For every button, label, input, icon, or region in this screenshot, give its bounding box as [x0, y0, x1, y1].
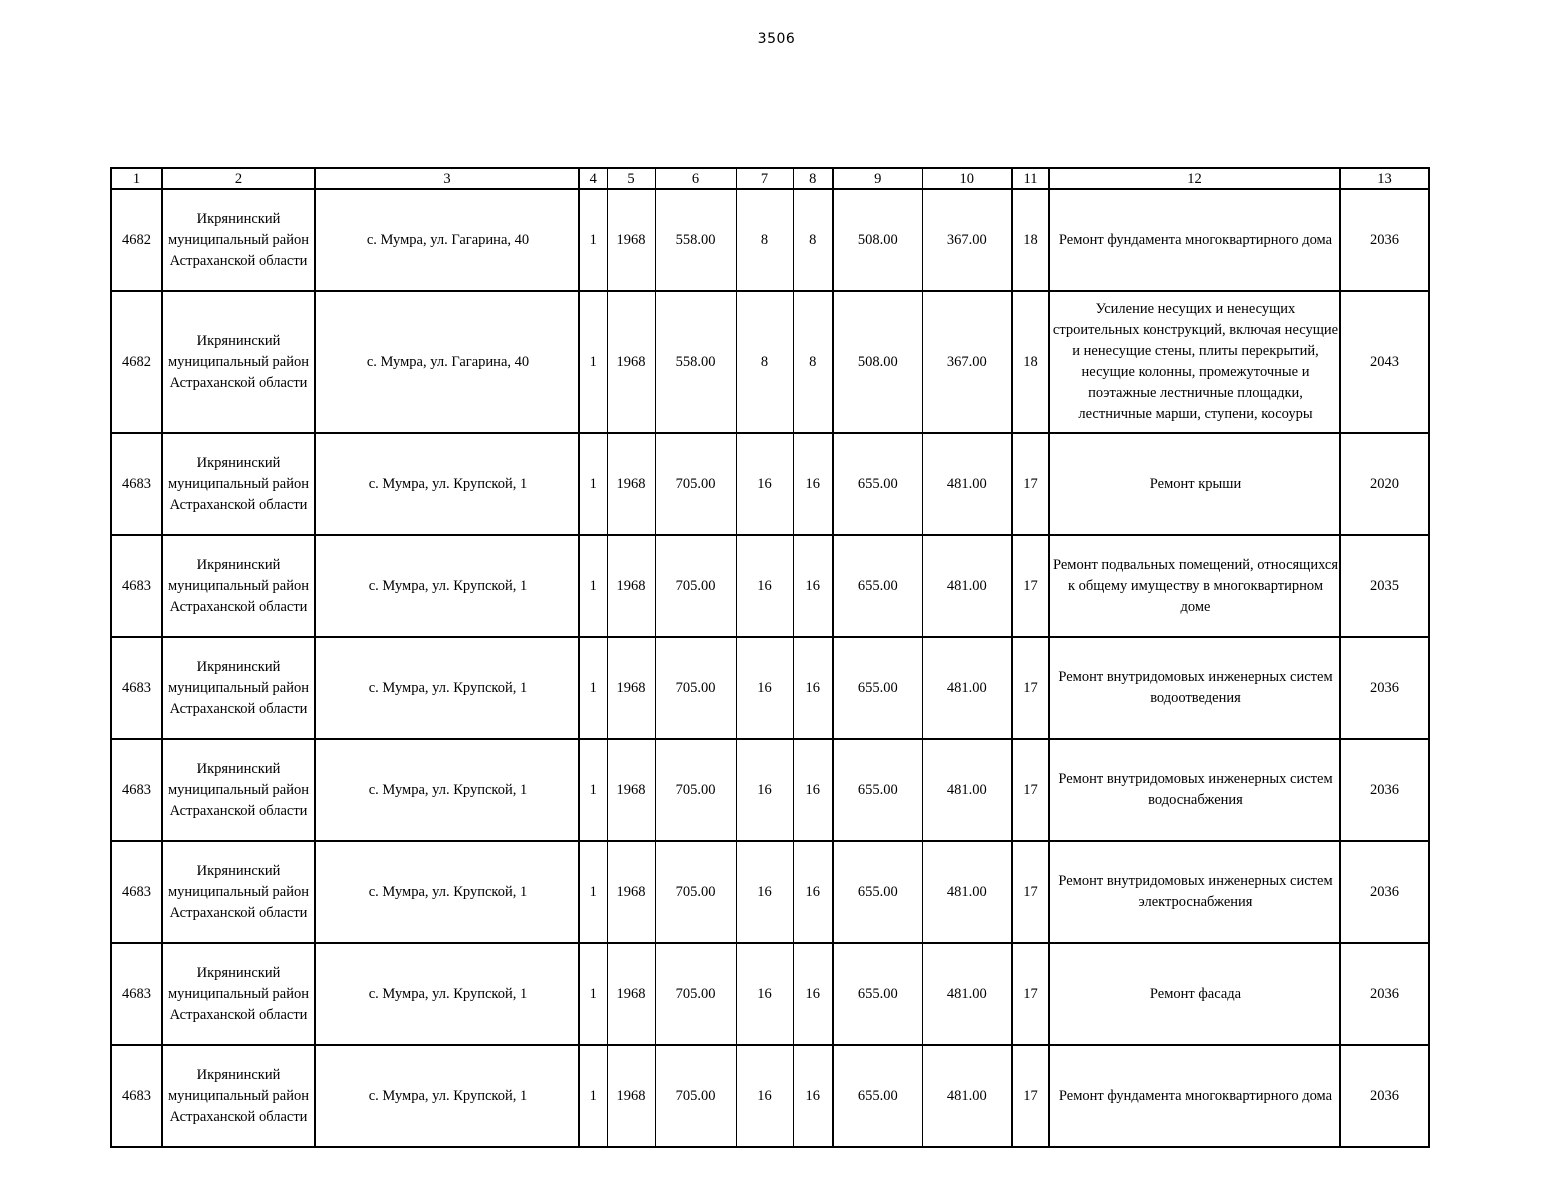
cell-col11: 17 — [1012, 739, 1049, 841]
cell-col8: 8 — [793, 291, 833, 433]
cell-col11: 17 — [1012, 943, 1049, 1045]
cell-col7: 16 — [736, 1045, 793, 1147]
district-cell: Икрянинский муниципальный район Астраханской области — [162, 637, 315, 739]
column-header: 9 — [833, 168, 922, 189]
cell-col9: 508.00 — [833, 291, 922, 433]
table-row — [111, 637, 1429, 739]
column-header: 11 — [1012, 168, 1049, 189]
plan-year-cell: 2035 — [1340, 535, 1429, 637]
cell-col4: 1 — [579, 535, 607, 637]
cell-col8: 16 — [793, 1045, 833, 1147]
cell-col10: 481.00 — [922, 841, 1012, 943]
row-id: 4683 — [111, 637, 162, 739]
page-number: 3506 — [757, 31, 796, 47]
column-header: 7 — [736, 168, 793, 189]
table-row — [111, 291, 1429, 433]
cell-col10: 367.00 — [922, 189, 1012, 291]
cell-col11: 17 — [1012, 433, 1049, 535]
cell-col8: 16 — [793, 943, 833, 1045]
cell-col7: 16 — [736, 739, 793, 841]
district-cell: Икрянинский муниципальный район Астраханской области — [162, 535, 315, 637]
row-id: 4683 — [111, 841, 162, 943]
cell-col9: 655.00 — [833, 535, 922, 637]
table-row — [111, 739, 1429, 841]
plan-year-cell: 2036 — [1340, 637, 1429, 739]
cell-col10: 481.00 — [922, 433, 1012, 535]
address-cell: с. Мумра, ул. Гагарина, 40 — [315, 189, 579, 291]
row-id: 4683 — [111, 1045, 162, 1147]
year-cell: 1968 — [607, 535, 655, 637]
column-header: 12 — [1049, 168, 1340, 189]
year-cell: 1968 — [607, 433, 655, 535]
district-cell: Икрянинский муниципальный район Астраханской области — [162, 943, 315, 1045]
cell-col6: 705.00 — [655, 637, 736, 739]
address-cell: с. Мумра, ул. Крупской, 1 — [315, 841, 579, 943]
cell-col11: 17 — [1012, 535, 1049, 637]
cell-col6: 705.00 — [655, 739, 736, 841]
cell-col10: 481.00 — [922, 535, 1012, 637]
district-cell: Икрянинский муниципальный район Астраханской области — [162, 739, 315, 841]
table-row — [111, 433, 1429, 535]
district-cell: Икрянинский муниципальный район Астраханской области — [162, 189, 315, 291]
plan-year-cell: 2036 — [1340, 841, 1429, 943]
cell-col9: 655.00 — [833, 841, 922, 943]
plan-year-cell: 2036 — [1340, 943, 1429, 1045]
cell-col8: 8 — [793, 189, 833, 291]
cell-col10: 481.00 — [922, 739, 1012, 841]
column-header: 3 — [315, 168, 579, 189]
cell-col4: 1 — [579, 943, 607, 1045]
cell-col7: 16 — [736, 535, 793, 637]
cell-col8: 16 — [793, 433, 833, 535]
cell-col7: 16 — [736, 841, 793, 943]
cell-col4: 1 — [579, 433, 607, 535]
year-cell: 1968 — [607, 291, 655, 433]
work-type-text: Усиление несущих и ненесущих строительных конструкций, включая несущие и ненесущие стены, плиты перекрытий, несущие колонны, промежуточные и поэтажные лестничные площадки, лестничные марши, ступени, косоуры — [1052, 301, 1339, 422]
cell-col4: 1 — [579, 841, 607, 943]
table-row — [111, 943, 1429, 1045]
column-header: 4 — [579, 168, 607, 189]
cell-col7: 16 — [736, 943, 793, 1045]
address-cell: с. Мумра, ул. Крупской, 1 — [315, 637, 579, 739]
cell-col7: 8 — [736, 291, 793, 433]
address-cell: с. Мумра, ул. Гагарина, 40 — [315, 291, 579, 433]
address-cell: с. Мумра, ул. Крупской, 1 — [315, 535, 579, 637]
year-cell: 1968 — [607, 841, 655, 943]
row-id: 4683 — [111, 433, 162, 535]
cell-col11: 17 — [1012, 841, 1049, 943]
district-cell: Икрянинский муниципальный район Астраханской области — [162, 841, 315, 943]
work-type-cell: Ремонт внутридомовых инженерных систем водоснабжения — [1049, 739, 1340, 841]
district-cell: Икрянинский муниципальный район Астраханской области — [162, 1045, 315, 1147]
cell-col6: 705.00 — [655, 535, 736, 637]
row-id: 4682 — [111, 189, 162, 291]
row-id: 4683 — [111, 943, 162, 1045]
plan-year-cell: 2036 — [1340, 189, 1429, 291]
district-cell: Икрянинский муниципальный район Астраханской области — [162, 291, 315, 433]
cell-col10: 481.00 — [922, 943, 1012, 1045]
work-type-cell: Ремонт подвальных помещений, относящихся к общему имуществу в многоквартирном доме — [1049, 535, 1340, 637]
column-header: 13 — [1340, 168, 1429, 189]
year-cell: 1968 — [607, 189, 655, 291]
cell-col9: 655.00 — [833, 433, 922, 535]
cell-col4: 1 — [579, 739, 607, 841]
work-type-cell: Ремонт внутридомовых инженерных систем водоотведения — [1049, 637, 1340, 739]
cell-col7: 8 — [736, 189, 793, 291]
address-cell: с. Мумра, ул. Крупской, 1 — [315, 433, 579, 535]
cell-col9: 655.00 — [833, 1045, 922, 1147]
cell-col4: 1 — [579, 637, 607, 739]
row-id: 4682 — [111, 291, 162, 433]
column-header: 5 — [607, 168, 655, 189]
address-cell: с. Мумра, ул. Крупской, 1 — [315, 1045, 579, 1147]
cell-col4: 1 — [579, 1045, 607, 1147]
row-id: 4683 — [111, 739, 162, 841]
district-cell: Икрянинский муниципальный район Астраханской области — [162, 433, 315, 535]
plan-year-cell: 2020 — [1340, 433, 1429, 535]
plan-year-cell: 2036 — [1340, 1045, 1429, 1147]
table-row — [111, 189, 1429, 291]
cell-col10: 481.00 — [922, 1045, 1012, 1147]
column-header: 10 — [922, 168, 1012, 189]
table-row — [111, 841, 1429, 943]
work-type-cell: Ремонт фундамента многоквартирного дома — [1049, 1045, 1340, 1147]
cell-col6: 705.00 — [655, 1045, 736, 1147]
cell-col6: 558.00 — [655, 291, 736, 433]
cell-col6: 705.00 — [655, 841, 736, 943]
plan-year-cell: 2043 — [1340, 291, 1429, 433]
cell-col9: 655.00 — [833, 637, 922, 739]
cell-col9: 655.00 — [833, 943, 922, 1045]
cell-col4: 1 — [579, 291, 607, 433]
work-type-cell — [1049, 291, 1340, 433]
cell-col9: 508.00 — [833, 189, 922, 291]
cell-col7: 16 — [736, 637, 793, 739]
cell-col11: 17 — [1012, 637, 1049, 739]
column-header: 8 — [793, 168, 833, 189]
table-row — [111, 535, 1429, 637]
cell-col10: 367.00 — [922, 291, 1012, 433]
year-cell: 1968 — [607, 739, 655, 841]
work-type-cell: Ремонт фундамента многоквартирного дома — [1049, 189, 1340, 291]
column-header: 2 — [162, 168, 315, 189]
cell-col6: 705.00 — [655, 433, 736, 535]
cell-col8: 16 — [793, 637, 833, 739]
cell-col9: 655.00 — [833, 739, 922, 841]
year-cell: 1968 — [607, 943, 655, 1045]
plan-year-cell: 2036 — [1340, 739, 1429, 841]
work-type-cell: Ремонт крыши — [1049, 433, 1340, 535]
header-row — [111, 168, 1429, 189]
cell-col10: 481.00 — [922, 637, 1012, 739]
cell-col7: 16 — [736, 433, 793, 535]
cell-col8: 16 — [793, 535, 833, 637]
capital-repair-table — [110, 167, 1430, 1148]
cell-col6: 558.00 — [655, 189, 736, 291]
table-row — [111, 1045, 1429, 1147]
year-cell: 1968 — [607, 637, 655, 739]
cell-col11: 18 — [1012, 291, 1049, 433]
address-cell: с. Мумра, ул. Крупской, 1 — [315, 943, 579, 1045]
cell-col6: 705.00 — [655, 943, 736, 1045]
cell-col8: 16 — [793, 841, 833, 943]
cell-col4: 1 — [579, 189, 607, 291]
cell-col11: 17 — [1012, 1045, 1049, 1147]
work-type-cell: Ремонт фасада — [1049, 943, 1340, 1045]
work-type-cell: Ремонт внутридомовых инженерных систем электроснабжения — [1049, 841, 1340, 943]
cell-col8: 16 — [793, 739, 833, 841]
row-id: 4683 — [111, 535, 162, 637]
year-cell: 1968 — [607, 1045, 655, 1147]
address-cell: с. Мумра, ул. Крупской, 1 — [315, 739, 579, 841]
column-header: 1 — [111, 168, 162, 189]
cell-col11: 18 — [1012, 189, 1049, 291]
column-header: 6 — [655, 168, 736, 189]
